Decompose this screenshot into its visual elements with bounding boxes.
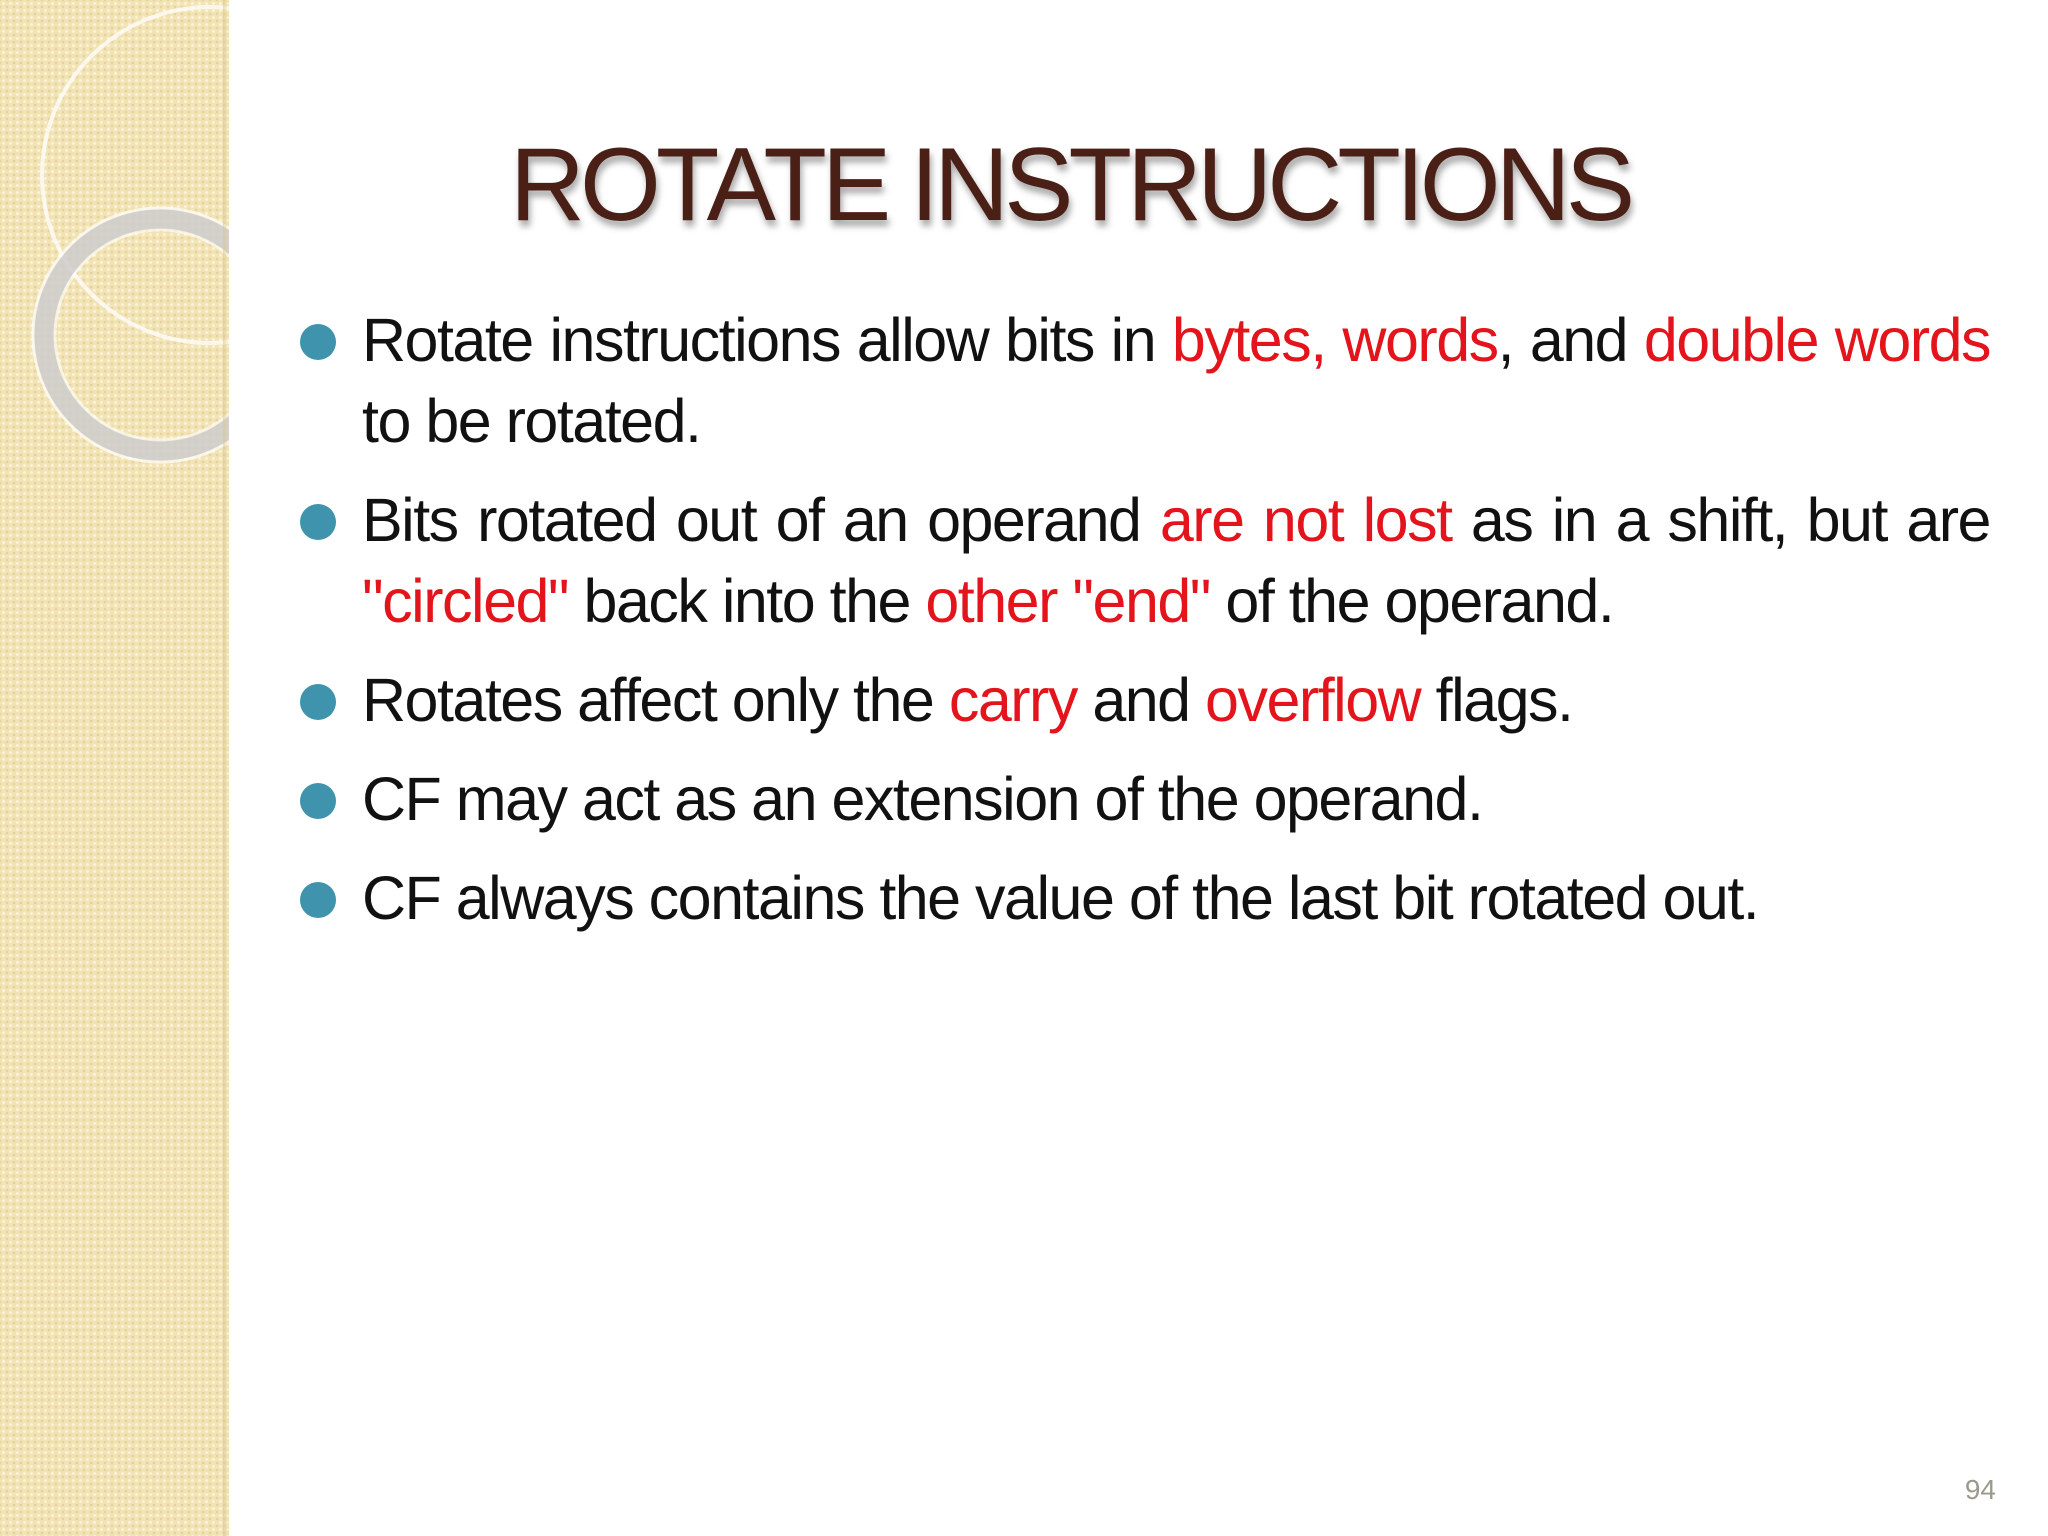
bullet-text: flags. bbox=[1420, 666, 1573, 734]
bullet-text: and bbox=[1076, 666, 1206, 734]
bullet-item-2 bbox=[300, 480, 1990, 642]
sidebar-edge bbox=[223, 0, 229, 1536]
bullet-text: Rotate instructions allow bits in bbox=[362, 306, 1172, 374]
bullet-dot-icon bbox=[300, 324, 336, 360]
bullet-text: as in a shift, but are bbox=[1451, 486, 1990, 554]
highlight-text: overflow bbox=[1205, 666, 1421, 734]
bullet-text: CF always contains the value of the last bit rotated out. bbox=[362, 864, 1759, 932]
highlight-text: carry bbox=[948, 666, 1077, 734]
bullet-item-5 bbox=[300, 858, 1990, 939]
bullet-text: CF may act as an extension of the operand. bbox=[362, 765, 1483, 833]
bullet-text: to be rotated. bbox=[362, 387, 701, 455]
bullet-dot-icon bbox=[300, 504, 336, 540]
bullet-item-3 bbox=[300, 660, 1990, 741]
bullet-text: Rotates affect only the bbox=[362, 666, 949, 734]
highlight-text: other "end" bbox=[925, 567, 1210, 635]
decorative-rings bbox=[0, 0, 229, 520]
highlight-text: "circled" bbox=[362, 567, 569, 635]
bullet-text: of the operand. bbox=[1209, 567, 1614, 635]
bullet-text: , and bbox=[1497, 306, 1644, 374]
highlight-text: bytes, words bbox=[1171, 306, 1498, 374]
bullet-text: Bits rotated out of an operand bbox=[362, 486, 1160, 554]
bullet-dot-icon bbox=[300, 783, 336, 819]
page-number: 94 bbox=[1964, 1474, 1996, 1505]
bullet-item-1 bbox=[300, 300, 1990, 462]
bullet-text: back into the bbox=[568, 567, 926, 635]
bullet-dot-icon bbox=[300, 684, 336, 720]
highlight-text: double words bbox=[1643, 306, 1991, 374]
slide-title: ROTATE INSTRUCTIONS bbox=[509, 127, 1631, 243]
highlight-text: are not lost bbox=[1159, 486, 1452, 554]
bullet-item-4 bbox=[300, 759, 1990, 840]
bullet-list bbox=[300, 300, 1990, 957]
decorative-sidebar bbox=[0, 0, 229, 1536]
bullet-dot-icon bbox=[300, 882, 336, 918]
